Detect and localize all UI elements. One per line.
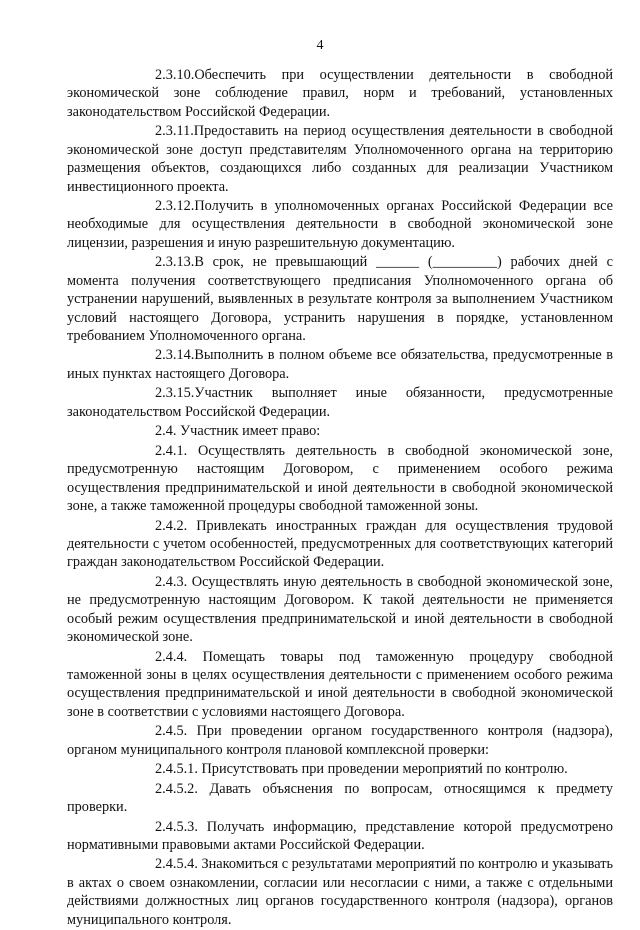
clause-2-4-5-2 <box>67 780 613 817</box>
document-body <box>67 66 613 930</box>
clause-2-4-5-1 <box>67 760 613 778</box>
clause-text: В срок, не превышающий ______ (_________) рабочих дней с момента получения соответствующего предписания Уполномоченного органа об устранении нарушений, выявленных в результате контроля за выполнением Участником условий настоящего Договора, устранить нарушения в порядке, установленном требованием Уполномоченного органа. <box>67 254 613 344</box>
clause-text: Получать информацию, представление которой предусмотрено нормативными правовыми актами Российской Федерации. <box>67 818 613 853</box>
clause-number: 2.4.4. <box>155 648 188 665</box>
clause-text: Знакомиться с результатами мероприятий по контролю и указывать в актах о своем ознакомлении, согласии или несогласии с ними, а также с отдельными действиями должностных лиц органов государственного контроля (надзора), органов муниципального контроля. <box>67 856 613 928</box>
clause-2-4-2 <box>67 517 613 572</box>
clause-2-4-4 <box>67 648 613 722</box>
clause-2-4-3 <box>67 573 613 647</box>
clause-number: 2.4.5.3. <box>155 818 198 835</box>
clause-text: Помещать товары под таможенную процедуру свободной таможенной зоны в целях осуществления деятельности с применением особого режима осуществления предпринимательской и иной деятельности в свободной экономической зоне в соответствии с условиями настоящего Договора. <box>67 648 613 720</box>
page-number: 4 <box>316 38 324 53</box>
clause-text: Осуществлять иную деятельность в свободной экономической зоне, не предусмотренную настоящим Договором. К такой деятельности не применяется особый режим осуществления предпринимательской и иной деятельности в свободной экономической зоне. <box>67 573 614 646</box>
clause-number: 2.4.5.2. <box>155 780 198 797</box>
clause-text: Осуществлять деятельность в свободной экономической зоне, предусмотренную настоящим Договором, с применением особого режима осуществления предпринимательской и иной деятельности в свободной экономической зоне, а также таможенной процедуры свободной таможенной зоны. <box>67 442 613 514</box>
clause-text: При проведении органом государственного контроля (надзора), органом муниципального контроля плановой комплексной проверки: <box>67 723 614 758</box>
clause-number: 2.4.5.4. <box>155 856 198 873</box>
clause-number: 2.4. <box>155 423 177 440</box>
clause-number: 2.3.11. <box>155 123 194 140</box>
clause-number: 2.4.5. <box>155 723 188 740</box>
clause-text: Выполнить в полном объеме все обязательства, предусмотренные в иных пунктах настоящего Договора. <box>67 347 613 382</box>
clause-text: Давать объяснения по вопросам, относящимся к предмету проверки. <box>67 780 613 816</box>
clause-number: 2.3.15. <box>155 385 195 402</box>
clause-number: 2.3.14. <box>155 347 195 364</box>
clause-2-3-10 <box>67 66 613 121</box>
clause-number: 2.3.10. <box>155 67 195 83</box>
clause-2-4 <box>67 422 613 440</box>
clause-text: Участник имеет право: <box>180 423 321 440</box>
clause-2-4-1 <box>67 442 613 516</box>
clause-text: Предоставить на период осуществления деятельности в свободной экономической зоне доступ представителям Уполномоченного органа на территорию размещения объектов, создающихся либо созданных для реализации Участником инвестиционного проекта. <box>67 123 613 195</box>
clause-text: Обеспечить при осуществлении деятельности в свободной экономической зоне соблюдение правил, норм и требований, установленных законодательством Российской Федерации. <box>67 67 613 120</box>
clause-number: 2.3.13. <box>155 254 195 271</box>
clause-number: 2.3.12. <box>155 198 195 215</box>
clause-text: Привлекать иностранных граждан для осуществления трудовой деятельности с учетом особенностей, предусмотренных для соответствующих категорий граждан законодательством Российской Федерации. <box>67 517 614 571</box>
clause-number: 2.4.2. <box>155 517 188 534</box>
clause-2-3-15 <box>67 384 613 421</box>
clause-2-3-11 <box>67 122 613 196</box>
clause-number: 2.4.1. <box>155 442 188 459</box>
clause-text: Участник выполняет иные обязанности, предусмотренные законодательством Российской Федерации. <box>67 385 613 420</box>
clause-text: Присутствовать при проведении мероприятий по контролю. <box>201 761 568 778</box>
clause-2-4-5 <box>67 722 613 759</box>
clause-text: Получить в уполномоченных органах Российской Федерации все необходимые для осуществления деятельности в свободной экономической зоне лицензии, разрешения и иную разрешительную документацию. <box>67 198 613 251</box>
clause-number: 2.4.3. <box>155 573 188 590</box>
clause-2-4-5-4 <box>67 855 613 929</box>
clause-2-4-5-3 <box>67 818 613 855</box>
clause-2-3-14 <box>67 346 613 383</box>
clause-number: 2.4.5.1. <box>155 761 198 778</box>
clause-2-3-12 <box>67 197 613 252</box>
clause-2-3-13 <box>67 253 613 345</box>
